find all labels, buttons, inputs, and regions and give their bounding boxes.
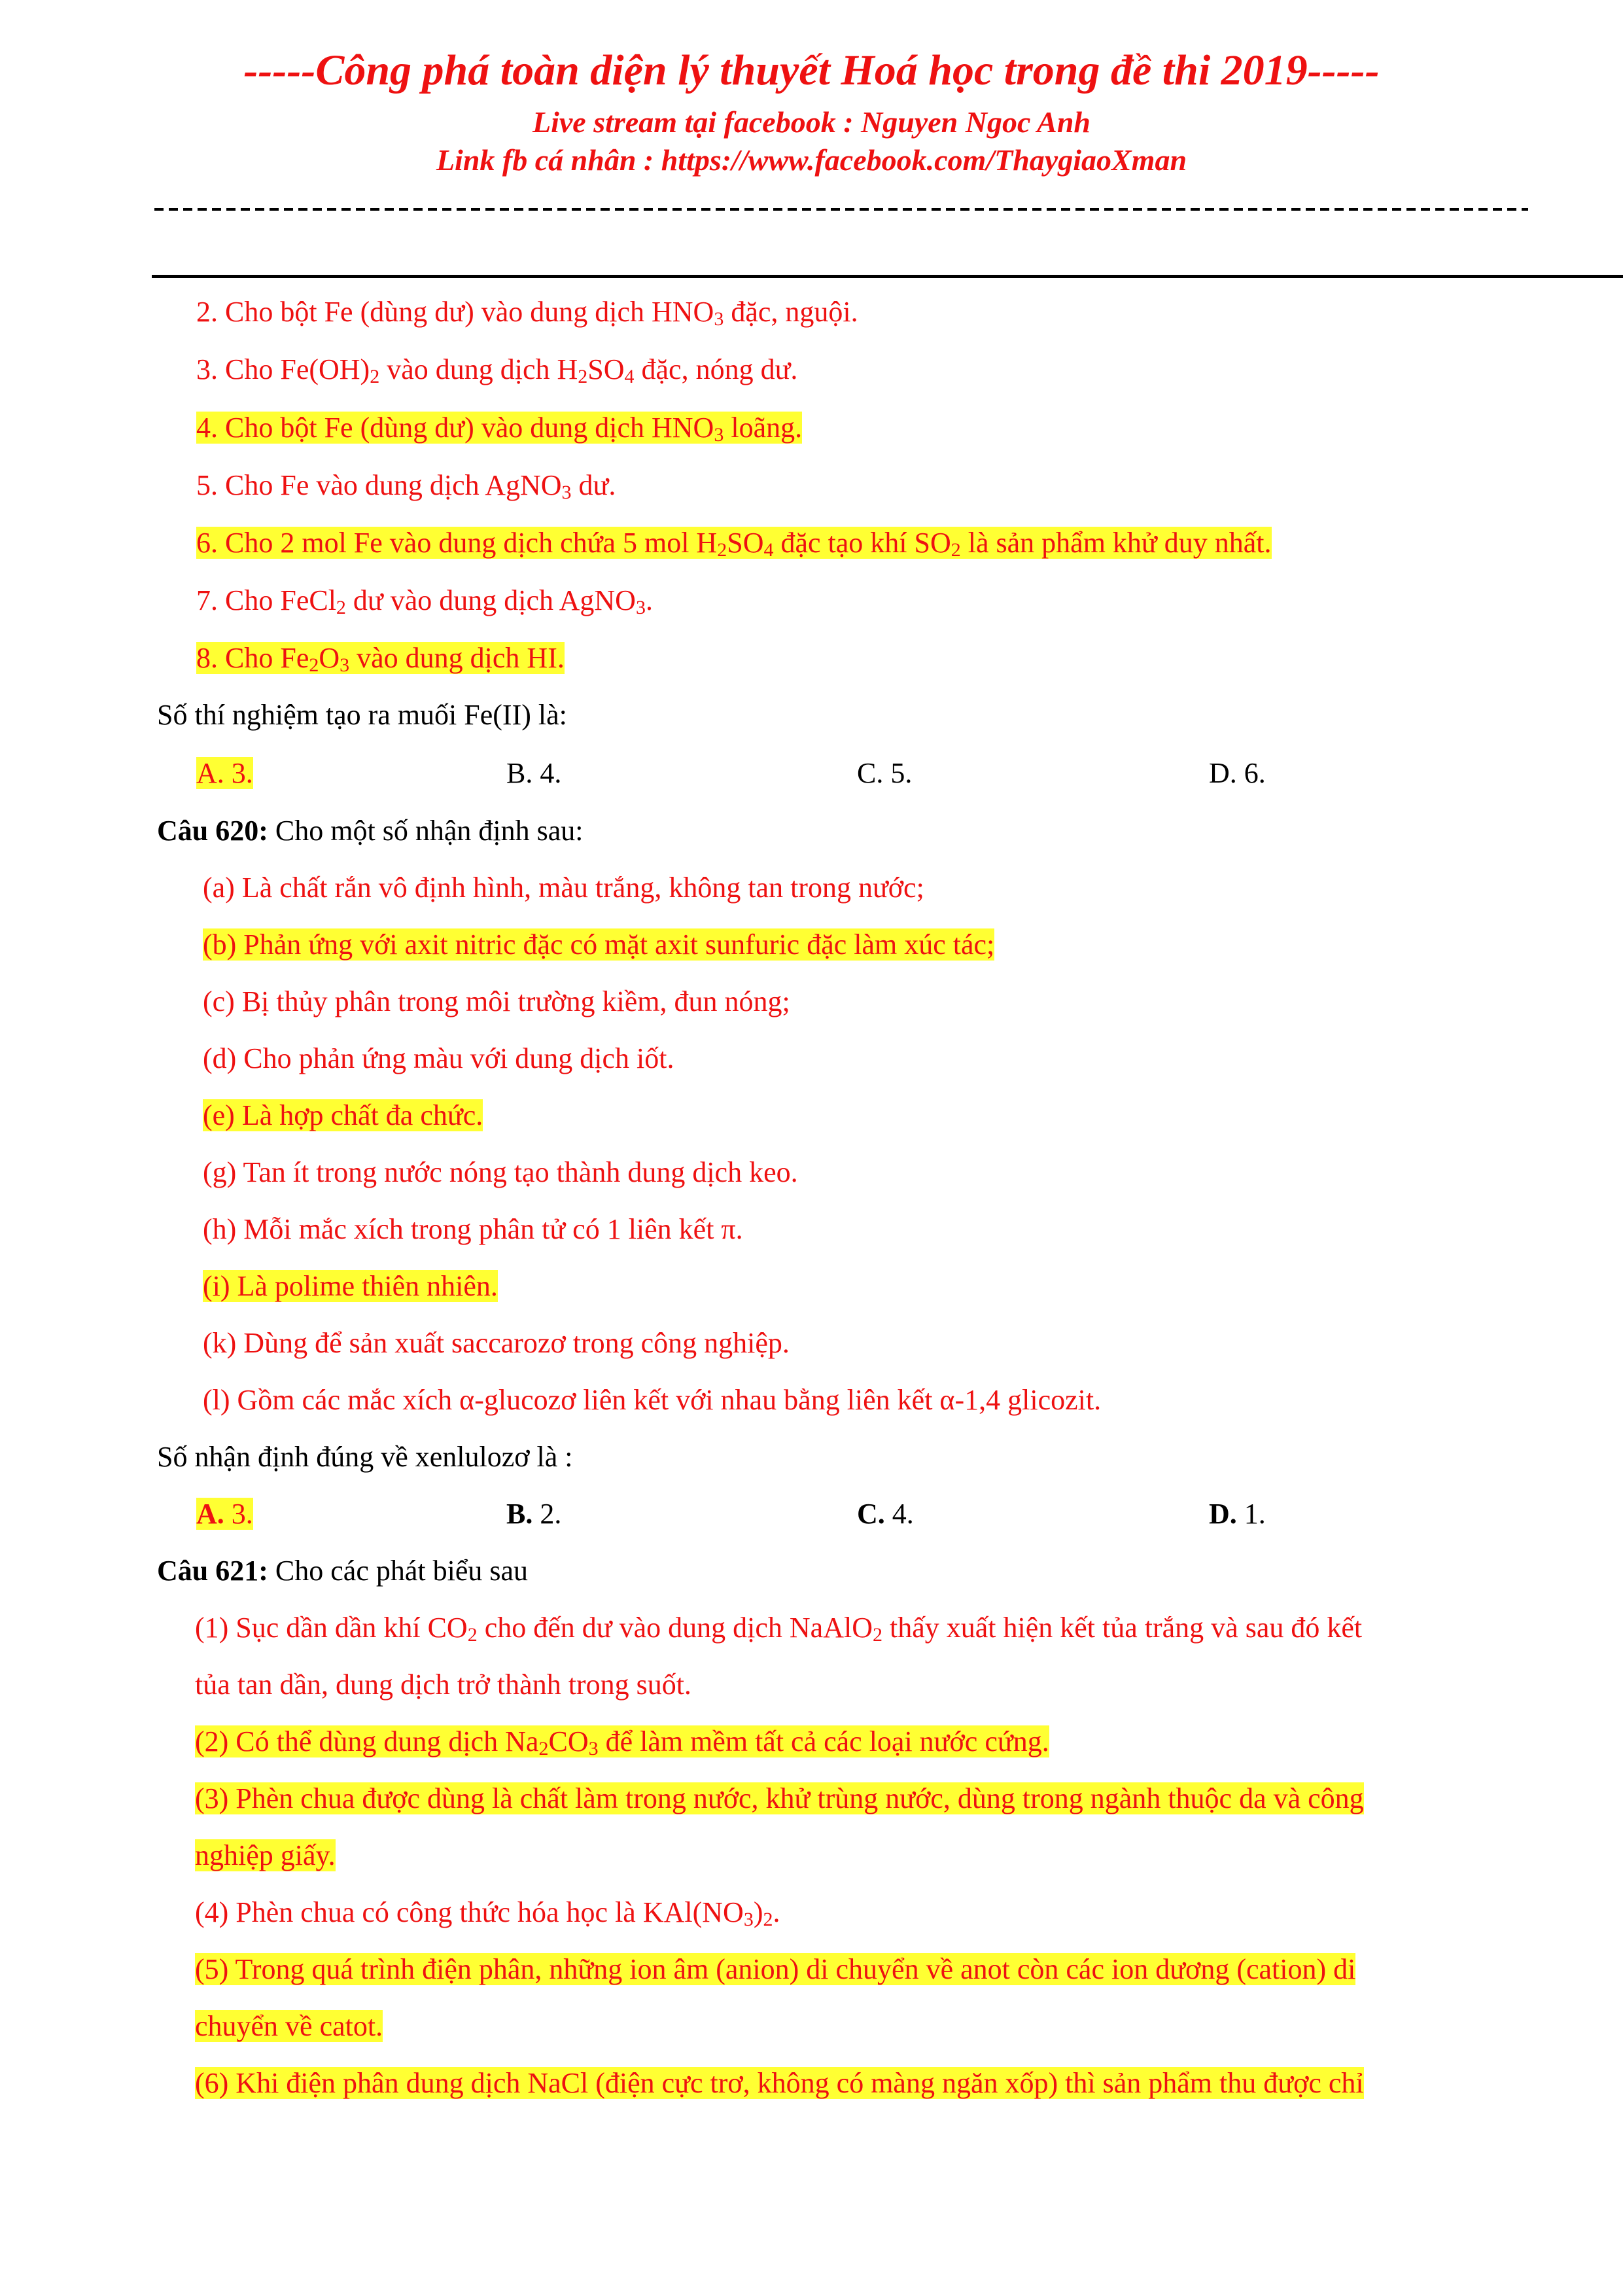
q620-item-d: (d) Cho phản ứng màu với dung dịch iốt. bbox=[203, 1042, 674, 1074]
page-header-link: Link fb cá nhân : https://www.facebook.com/ThaygiaoXman bbox=[436, 143, 1187, 177]
q621-statement-5-cont: chuyển về catot. bbox=[195, 2010, 383, 2042]
q621-statement-2: (2) Có thể dùng dung dịch $Na_2CO_3$ để làm mềm tất cả các loại nước cứng. bbox=[195, 1725, 1049, 1759]
q621-statement-1-cont: tủa tan dần, dung dịch trở thành trong suốt. bbox=[195, 1669, 691, 1701]
q620-item-k: (k) Dùng để sản xuất saccarozơ trong công nghiệp. bbox=[203, 1327, 790, 1359]
q619-item-8: 8. Cho $Fe_2O_3$ vào dung dịch HI. bbox=[196, 642, 565, 676]
page-header-title: -----Công phá toàn diện lý thuyết Hoá học trong đề thi 2019----- bbox=[243, 46, 1380, 94]
dashed-divider bbox=[154, 208, 1528, 211]
q619-item-5: 5. Cho Fe vào dung dịch AgNO$_3$ dư. bbox=[196, 469, 616, 503]
q620-item-c: (c) Bị thủy phân trong môi trường kiềm, đun nóng; bbox=[203, 985, 790, 1017]
q619-item-7: 7. Cho FeCl$_2$ dư vào dung dịch AgNO$_3$. bbox=[196, 584, 653, 618]
q619-item-6: 6. Cho 2 mol Fe vào dung dịch chứa 5 mol $H_2SO_4$ đặc tạo khí $SO_2$ là sản phẩm khử duy nhất. bbox=[196, 527, 1272, 561]
q620-option-c[interactable]: C. 4. bbox=[857, 1498, 914, 1530]
q620-option-d[interactable]: D. 1. bbox=[1209, 1498, 1266, 1530]
page-header-livestream: Live stream tại facebook : Nguyen Ngoc Anh bbox=[532, 105, 1091, 139]
q619-question: Số thí nghiệm tạo ra muối Fe(II) là: bbox=[157, 699, 567, 731]
q621-statement-4: (4) Phèn chua có công thức hóa học là $KAl(NO_3)_2$. bbox=[195, 1896, 780, 1930]
q619-option-d[interactable]: D. 6. bbox=[1209, 757, 1266, 789]
q621-stem: Câu 621: Cho các phát biểu sau bbox=[157, 1555, 529, 1587]
q619-item-3: 3. Cho $Fe(OH)_2$ vào dung dịch $H_2SO_4$ đặc, nóng dư. bbox=[196, 353, 798, 387]
q621-statement-3-cont: nghiệp giấy. bbox=[195, 1839, 336, 1871]
q619-option-a[interactable]: A. 3. bbox=[196, 757, 253, 789]
q620-question: Số nhận định đúng về xenlulozơ là : bbox=[157, 1441, 573, 1473]
q620-item-g: (g) Tan ít trong nước nóng tạo thành dung dịch keo. bbox=[203, 1156, 798, 1188]
q619-option-b[interactable]: B. 4. bbox=[506, 757, 562, 789]
q620-item-h: (h) Mỗi mắc xích trong phân tử có 1 liên kết π. bbox=[203, 1213, 743, 1245]
q619-item-4: 4. Cho bột Fe (dùng dư) vào dung dịch $HNO_3$ loãng. bbox=[196, 412, 803, 446]
q621-statement-3: (3) Phèn chua được dùng là chất làm trong nước, khử trùng nước, dùng trong ngành thuộc da và công bbox=[195, 1782, 1364, 1814]
q619-option-c[interactable]: C. 5. bbox=[857, 757, 913, 789]
q620-item-e: (e) Là hợp chất đa chức. bbox=[203, 1099, 483, 1131]
q620-item-a: (a) Là chất rắn vô định hình, màu trắng, không tan trong nước; bbox=[203, 872, 924, 904]
q619-item-2: 2. Cho bột Fe (dùng dư) vào dung dịch $HNO_3$ đặc, nguội. bbox=[196, 296, 858, 330]
q621-statement-6: (6) Khi điện phân dung dịch NaCl (điện cực trơ, không có màng ngăn xốp) thì sản phẩm thu được chỉ bbox=[195, 2067, 1364, 2099]
q620-option-b[interactable]: B. 2. bbox=[506, 1498, 562, 1530]
q620-item-b: (b) Phản ứng với axit nitric đặc có mặt axit sunfuric đặc làm xúc tác; bbox=[203, 928, 995, 961]
q621-statement-5: (5) Trong quá trình điện phân, những ion âm (anion) di chuyển về anot còn các ion dương (cation) di bbox=[195, 1953, 1356, 1985]
q620-option-a[interactable]: A. 3. bbox=[196, 1498, 253, 1530]
q620-item-i: (i) Là polime thiên nhiên. bbox=[203, 1270, 498, 1302]
q620-stem: Câu 620: Cho một số nhận định sau: bbox=[157, 815, 584, 847]
q620-item-l: (l) Gồm các mắc xích α-glucozơ liên kết với nhau bằng liên kết α-1,4 glicozit. bbox=[203, 1384, 1102, 1416]
header-rule bbox=[152, 275, 1623, 278]
q621-statement-1: (1) Sục dần dần khí $CO_2$ cho đến dư vào dung dịch NaAlO$_2$ thấy xuất hiện kết tủa trắng và sau đó kết bbox=[195, 1612, 1363, 1646]
